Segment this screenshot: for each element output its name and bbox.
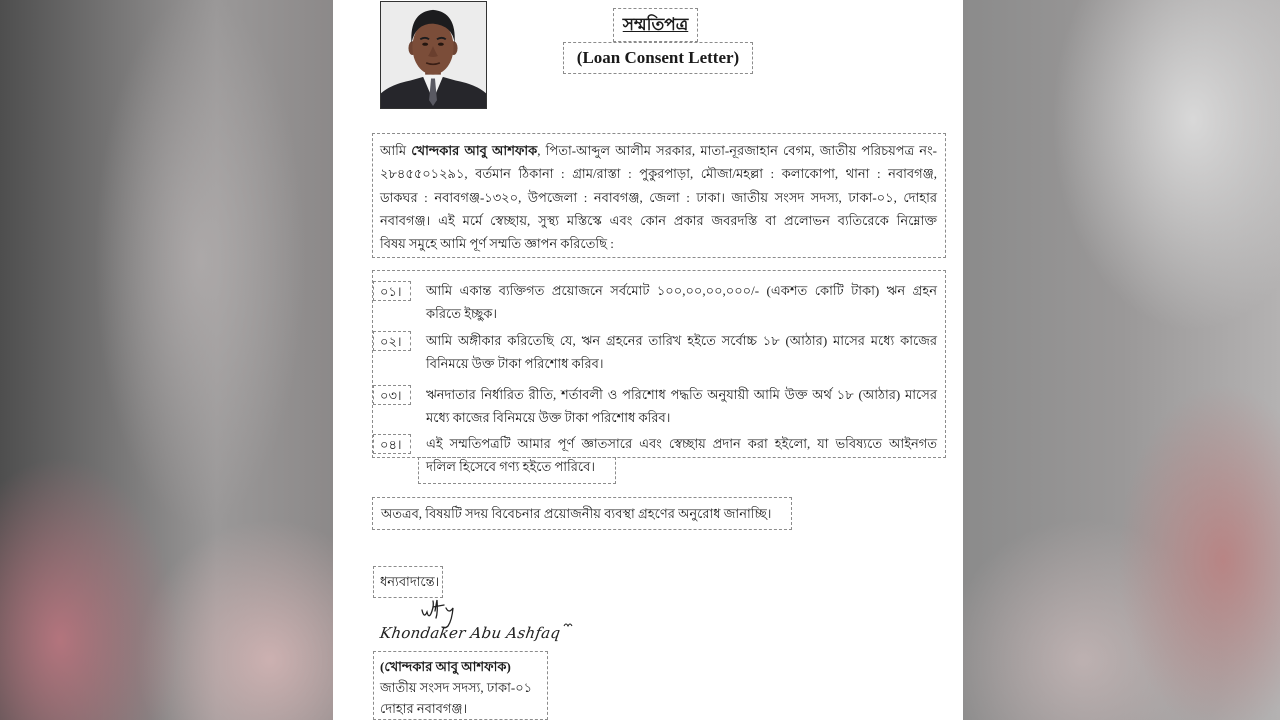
portrait-photo bbox=[380, 1, 487, 109]
item-number: ০৩। bbox=[380, 388, 402, 403]
item-line: মধ্যে কাজের বিনিময়ে উক্ত টাকা পরিশোধ করিব। bbox=[426, 410, 671, 426]
document-title: সম্মতিপত্র bbox=[622, 15, 689, 34]
signature-text: Khondaker Abu Ashfaq bbox=[378, 624, 562, 642]
item-line: করিতে ইচ্ছুক। bbox=[426, 306, 498, 322]
intro-line: ২৮৪৫৫০১২৯১, বর্তমান ঠিকানা : গ্রাম/রাস্তা : পুকুরপাড়া, মৌজা/মহল্লা : কলাকোপা, থানা : নবাবগঞ্জ, bbox=[380, 166, 937, 182]
closing-frame bbox=[372, 497, 792, 530]
item-line: ঋনদাতার নির্ধারিত রীতি, শর্তাবলী ও পরিশোধ পদ্ধতি অনুযায়ী আমি উক্ত অর্থ ১৮ (আঠার) মাসের bbox=[426, 387, 937, 402]
portrait-photo-icon bbox=[381, 2, 486, 108]
thanks-text: ধন্যবাদান্তে। bbox=[380, 574, 440, 589]
intro-line-rest: , পিতা-আব্দুল আলীম সরকার, মাতা-নূরজাহান বেগম, জাতীয় পরিচয়পত্র নং- bbox=[537, 143, 937, 158]
item-number: ০১। bbox=[380, 284, 402, 299]
item-text bbox=[426, 279, 937, 326]
intro-line: নবাবগঞ্জ। এই মর্মে স্বেচ্ছায়, সুস্থ্য মস্তিস্কে এবং কোন প্রকার জবরদস্তি বা প্রলোভন ব্যতিরেকে নিম্নোক্ত bbox=[380, 212, 937, 228]
consent-item bbox=[380, 279, 937, 326]
handwritten-signature bbox=[378, 598, 578, 650]
item-text bbox=[426, 383, 937, 430]
title-frame bbox=[613, 8, 698, 42]
item-text bbox=[426, 329, 937, 376]
intro-line: বিষয় সমুহে আমি পূর্ণ সম্মতি জ্ঞাপন করিতেছি : bbox=[380, 236, 614, 252]
item-line: দলিল হিসেবে গণ্য হইতে পারিবে। bbox=[426, 459, 596, 475]
item-number: ০২। bbox=[380, 334, 402, 349]
closing-request: অতত্রব, বিষয়টি সদয় বিবেচনার প্রয়োজনীয় ব্যবস্থা গ্রহণের অনুরোধ জানাচ্ছি। bbox=[381, 506, 772, 521]
intro-paragraph-frame bbox=[372, 133, 946, 258]
intro-line: ডাকঘর : নবাবগঞ্জ-১৩২০, উপজেলা : নবাবগঞ্জ, জেলা : ঢাকা। জাতীয় সংসদ সদস্য, ঢাকা-০১, দোহার bbox=[380, 189, 937, 205]
item-line: এই সম্মতিপত্রটি আমার পূর্ণ জ্ঞাতসারে এবং স্বেচ্ছায় প্রদান করা হইলো, যা ভবিষ্যতে আইনগত bbox=[426, 436, 937, 451]
consent-item bbox=[380, 329, 937, 376]
signatory-frame bbox=[373, 651, 548, 720]
document-subtitle: (Loan Consent Letter) bbox=[576, 48, 740, 67]
intro-paragraph bbox=[380, 139, 937, 255]
intro-line bbox=[380, 139, 937, 162]
consent-letter-document bbox=[333, 0, 963, 720]
item-number: ০৪। bbox=[380, 437, 402, 452]
consent-item bbox=[380, 383, 937, 430]
signatory-block bbox=[380, 656, 532, 719]
signatory-area: দোহার নবাবগঞ্জ। bbox=[380, 701, 468, 716]
thanks-frame bbox=[373, 566, 443, 598]
signatory-name: (খোন্দকার আবু আশফাক) bbox=[380, 659, 511, 674]
item-text bbox=[426, 432, 937, 479]
item-line: আমি একান্ত ব্যক্তিগত প্রয়োজনে সর্বমোট ১০০,০০,০০,০০০/- (একশত কোটি টাকা) ঋন গ্রহন bbox=[426, 283, 937, 298]
consent-item bbox=[380, 432, 937, 479]
item-line: আমি অঙ্গীকার করিতেছি যে, ঋন গ্রহনের তারিখ হইতে সর্বোচ্চ ১৮ (আঠার) মাসের মধ্যে কাজের bbox=[426, 333, 937, 348]
signature-flourish bbox=[564, 624, 572, 626]
subtitle-frame bbox=[563, 42, 753, 74]
blurred-background-left bbox=[0, 0, 333, 720]
intro-lead: আমি bbox=[380, 143, 407, 158]
item-line: বিনিময়ে উক্ত টাকা পরিশোধ করিব। bbox=[426, 356, 604, 372]
signatory-title: জাতীয় সংসদ সদস্য, ঢাকা-০১ bbox=[380, 680, 533, 695]
applicant-name: খোন্দকার আবু আশফাক bbox=[411, 143, 538, 158]
blurred-background-right bbox=[963, 0, 1280, 720]
